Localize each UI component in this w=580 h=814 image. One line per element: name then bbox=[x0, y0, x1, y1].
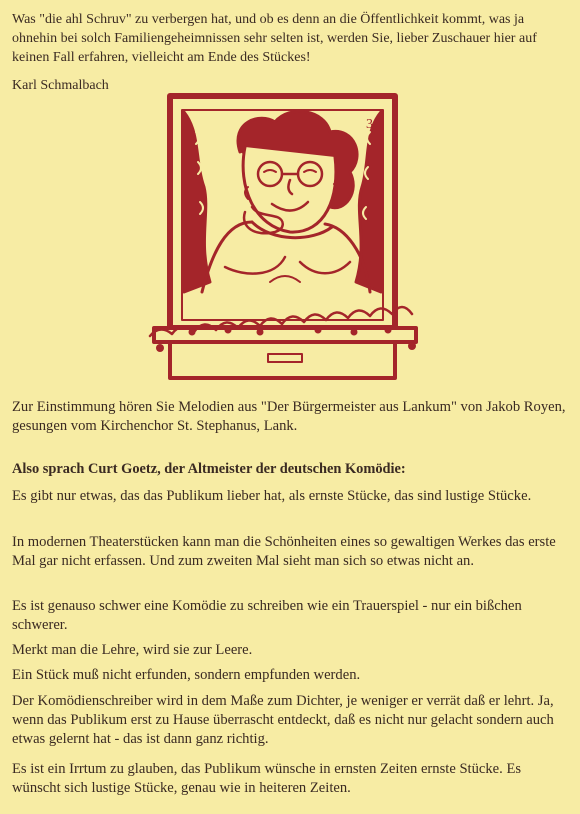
left-curtain bbox=[184, 112, 210, 292]
quote-paragraph: Es ist genauso schwer eine Komödie zu schreiben wie ein Trauerspiel - nur ein bißchen schwerer. bbox=[12, 598, 522, 633]
quote-paragraph: Merkt man die Lehre, wird sie zur Leere. bbox=[12, 642, 253, 658]
intro-paragraph: Was "die ahl Schruv" zu verbergen hat, und ob es denn an die Öffentlichkeit kommt, was ja ohnehin bei solch Familiengeheimnissen sehr selten ist, werden Sie, lieber Zuschauer hier auf keinen Fall erfahren, vielleicht am Ende des Stückes! bbox=[12, 12, 537, 65]
window-illustration bbox=[140, 92, 430, 387]
prelude-paragraph: Zur Einstimmung hören Sie Melodien aus "Der Bürgermeister aus Lankum" von Jakob Royen, gesungen vom Kirchenchor St. Stephanus, Lank. bbox=[12, 399, 566, 434]
quote-paragraph: In modernen Theaterstücken kann man die Schönheiten eines so gewaltigen Werkes das erste Mal gar nicht erfassen. Und zum zweiten Mal sieht man sich so etwas nicht an. bbox=[12, 534, 556, 569]
illustration-number: 3 bbox=[366, 117, 373, 132]
quote-paragraph: Der Komödienschreiber wird in dem Maße zum Dichter, je weniger er verrät daß er lehrt. Ja, wenn das Publikum erst zu Hause überrascht entdeckt, daß es nicht nur gelacht sondern auch etwas gelernt hat - das ist dann ganz richtig. bbox=[12, 693, 554, 747]
author-name: Karl Schmalbach bbox=[12, 78, 109, 93]
quote-paragraph: Es ist ein Irrtum zu glauben, das Publikum wünsche in ernsten Zeiten ernste Stücke. Es wünscht sich lustige Stücke, genau wie in heiteren Zeiten. bbox=[12, 761, 522, 796]
quote-heading: Also sprach Curt Goetz, der Altmeister der deutschen Komödie: bbox=[12, 461, 406, 477]
quote-paragraph: Ein Stück muß nicht erfunden, sondern empfunden werden. bbox=[12, 667, 361, 683]
window-box bbox=[170, 342, 395, 378]
right-curtain bbox=[356, 112, 381, 292]
quote-paragraph: Es gibt nur etwas, das das Publikum lieber hat, als ernste Stücke, das sind lustige Stücke. bbox=[12, 488, 532, 504]
